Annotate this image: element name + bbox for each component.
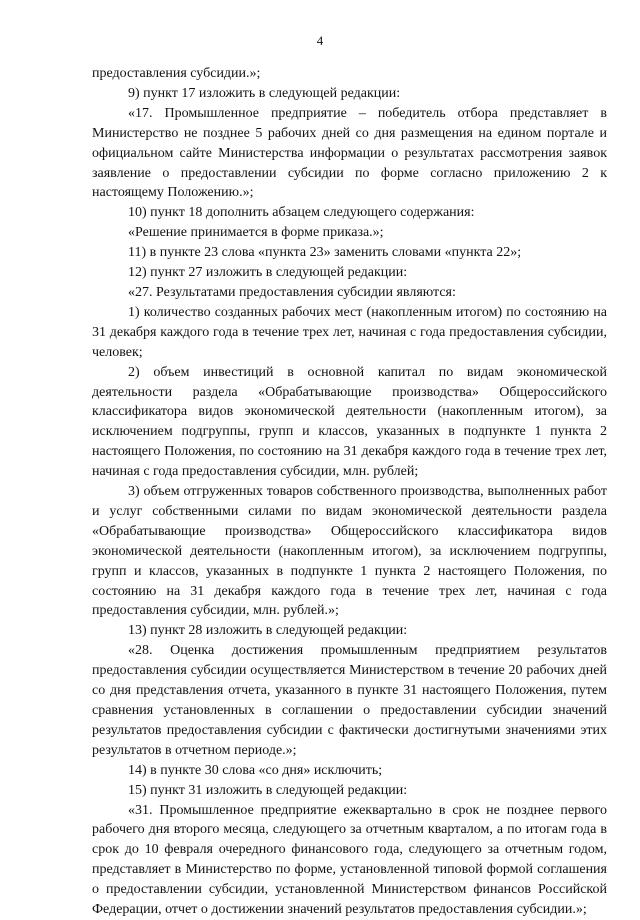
paragraph: «28. Оценка достижения промышленным предприятием результатов предоставления субсидии осуществляется Министерством в течение 20 рабочих дней со дня представления отчета, указанного в пункте 31 настоящего Положения, путем сравнения установленных в соглашении о предоставлении субсидии значений результатов предоставления субсидии с фактически достигнутыми значениями этих результатов в отчетном периоде.»;: [92, 643, 607, 758]
paragraph: 14) в пункте 30 слова «со дня» исключить;: [128, 762, 383, 778]
paragraph: 12) пункт 27 изложить в следующей редакции:: [128, 265, 408, 281]
document-body: [92, 64, 607, 920]
paragraph: «Решение принимается в форме приказа.»;: [128, 225, 384, 241]
paragraph: 11) в пункте 23 слова «пункта 23» заменить словами «пункта 22»;: [128, 245, 522, 261]
page-number: 4: [316, 33, 324, 48]
paragraph: 15) пункт 31 изложить в следующей редакции:: [128, 782, 408, 798]
paragraph: 3) объем отгруженных товаров собственного производства, выполненных работ и услуг собственными силами по видам экономической деятельности раздела «Обрабатывающие производства» Общероссийского классификатора видов экономической деятельности (накопленным итогом), за исключением подгруппы, групп и классов, указанных в подпункте 1 пункта 2 настоящего Положения, по состоянию на 31 декабря каждого года в течение трех лет, начиная с года предоставления субсидии, млн. рублей.»;: [92, 484, 607, 619]
paragraph: «17. Промышленное предприятие – победитель отбора представляет в Министерство не позднее 5 рабочих дней со дня размещения на едином портале и официальном сайте Министерства информации о результатах рассмотрения заявок заявление о предоставлении субсидии по форме согласно приложению 2 к настоящему Положению.»;: [92, 105, 607, 201]
paragraph: «27. Результатами предоставления субсидии являются:: [128, 284, 456, 300]
paragraph: 13) пункт 28 изложить в следующей редакции:: [128, 623, 408, 639]
paragraph: 2) объем инвестиций в основной капитал по видам экономической деятельности раздела «Обрабатывающие производства» Общероссийского классификатора видов экономической деятельности (накопленным итогом), за исключением подгруппы, групп и классов, указанных в подпункте 1 пункта 2 настоящего Положения, по состоянию на 31 декабря каждого года в течение трех лет, начиная с года предоставления субсидии, млн. рублей;: [92, 364, 607, 480]
paragraph: «31. Промышленное предприятие ежеквартально в срок не позднее первого рабочего дня второго месяца, следующего за отчетным кварталом, а по итогам года в срок до 10 февраля очередного финансового года, следующего за отчетным годом, представляет в Министерство по форме, установленной типовой формой соглашения о предоставлении субсидии, установленной Министерством финансов Российской Федерации, отчет о достижении значений результатов предоставления субсидии.»;: [92, 802, 607, 918]
paragraph: 10) пункт 18 дополнить абзацем следующего содержания:: [128, 205, 475, 221]
paragraph: 9) пункт 17 изложить в следующей редакции:: [128, 85, 401, 101]
paragraph: 1) количество созданных рабочих мест (накопленным итогом) по состоянию на 31 декабря каждого года в течение трех лет, начиная с года предоставления субсидии, человек;: [92, 304, 607, 360]
paragraph: предоставления субсидии.»;: [92, 66, 261, 81]
